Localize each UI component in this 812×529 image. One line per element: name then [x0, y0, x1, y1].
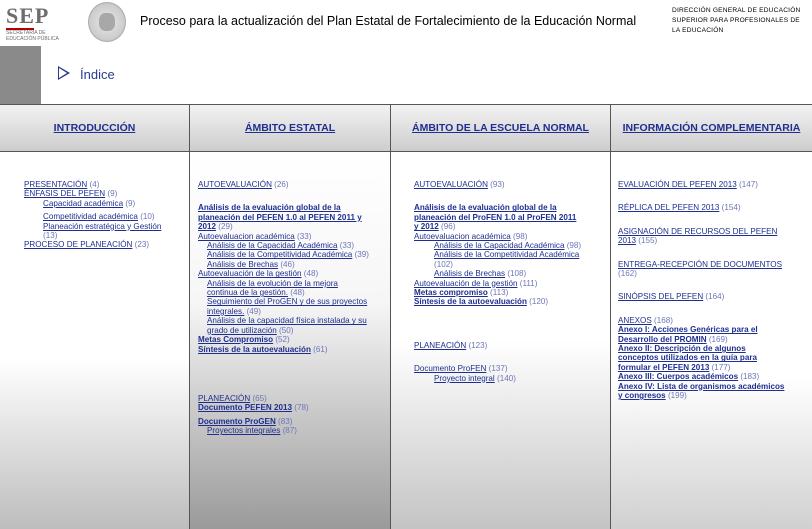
column-ambito-escuela-normal — [391, 152, 611, 529]
link-entrega-recepcion[interactable]: ENTREGA-RECEPCIÓN DE DOCUMENTOS (162) — [618, 259, 782, 279]
link-enfasis[interactable]: ÉNFASIS DEL PEFEN (9) — [24, 189, 118, 199]
link-evaluacion-pefen[interactable]: EVALUACIÓN DEL PEFEN 2013 (147) — [618, 180, 758, 189]
index-title: Índice — [80, 67, 115, 82]
link-analisis-evolucion-gestion[interactable]: Análisis de la evolución de la mejora continua de la gestión. (48) — [207, 278, 338, 298]
link-analisis-competitividad-estatal[interactable]: Análisis de la Competitividad Académica (39) — [207, 250, 369, 260]
link-proceso-planeacion[interactable]: PROCESO DE PLANEACIÓN (23) — [24, 240, 150, 250]
left-gray-strip — [0, 46, 41, 104]
link-seguimiento-progen[interactable]: Seguimiento del ProGEN y de sus proyectos integrales. (49) — [207, 297, 368, 316]
header-informacion-complementaria[interactable]: INFORMACIÓN COMPLEMENTARIA — [611, 105, 812, 151]
index-band — [41, 46, 812, 104]
link-analisis-competitividad-escuela[interactable]: Análisis de la Competitividad Académica (102) — [434, 250, 580, 269]
direction-line-3: LA EDUCACIÓN — [672, 27, 724, 34]
link-capacidad-fisica[interactable]: Análisis de la capacidad física instalada y su grado de utilización (50) — [207, 316, 367, 335]
link-proyecto-integral[interactable]: Proyecto integral (140) — [434, 373, 516, 383]
sep-logo-bar — [6, 28, 34, 30]
sep-logo-subtitle: SECRETARÍA DE EDUCACIÓN PÚBLICA — [6, 30, 59, 42]
direction-label — [672, 6, 810, 36]
link-documento-progen[interactable]: Documento ProGEN (83) — [198, 416, 293, 426]
column-ambito-estatal — [190, 152, 391, 529]
link-anexos[interactable]: ANEXOS (168) — [618, 315, 673, 325]
link-autoevaluacion-academica-estatal[interactable]: Autoevaluacion académica (33) — [198, 231, 312, 241]
direction-line-1: DIRECCIÓN GENERAL DE EDUCACIÓN — [672, 7, 801, 14]
link-presentacion[interactable]: PRESENTACIÓN (4) — [24, 180, 100, 189]
link-capacidad-academica[interactable]: Capacidad académica (9) — [43, 198, 136, 208]
link-analisis-capacidad-estatal[interactable]: Análisis de la Capacidad Académica (33) — [207, 241, 355, 251]
link-metas-compromiso-escuela[interactable]: Metas compromiso (113) — [414, 288, 509, 298]
link-competitividad-academica[interactable]: Competitividad académica (10) — [43, 212, 155, 222]
sep-logo-text: SEP — [6, 3, 50, 28]
direction-line-2: SUPERIOR PARA PROFESIONALES DE — [672, 17, 800, 24]
header-ambito-escuela-normal[interactable]: ÁMBITO DE LA ESCUELA NORMAL — [391, 105, 611, 151]
header-ambito-estatal[interactable]: ÁMBITO ESTATAL — [190, 105, 391, 151]
column-informacion-complementaria — [611, 152, 812, 529]
link-autoevaluacion-estatal[interactable]: AUTOEVALUACIÓN (26) — [198, 180, 289, 189]
link-autoevaluacion-escuela[interactable]: AUTOEVALUACIÓN (93) — [414, 180, 505, 189]
link-sinopsis-pefen[interactable]: SINÓPSIS DEL PEFEN (164) — [618, 292, 725, 302]
link-analisis-global-pefen[interactable]: Análisis de la evaluación global de la planeación del PEFEN 1.0 al PEFEN 2011 y 2012 (29) — [198, 203, 362, 232]
national-seal-icon — [88, 2, 126, 42]
link-analisis-global-profen[interactable]: Análisis de la evaluación global de la planeación del ProFEN 1.0 al ProFEN 2011 y 2012 (96) — [414, 203, 577, 232]
link-metas-compromiso-estatal[interactable]: Metas Compromiso (52) — [198, 335, 290, 345]
link-anexo-4[interactable]: Anexo IV: Lista de organismos académicos y congresos (199) — [618, 381, 785, 401]
page-title: Proceso para la actualización del Plan Estatal de Fortalecimiento de la Educación Normal — [140, 14, 637, 28]
link-proyectos-integrales[interactable]: Proyectos integrales (87) — [207, 426, 297, 436]
column-introduccion — [0, 152, 190, 529]
link-anexo-1[interactable]: Anexo I: Acciones Genéricas para el Desarrollo del PROMIN (169) — [618, 325, 758, 344]
link-anexo-3[interactable]: Anexo III: Cuerpos académicos (183) — [618, 372, 760, 382]
link-planeacion-escuela[interactable]: PLANEACIÓN (123) — [414, 340, 488, 350]
link-anexo-2[interactable]: Anexo II: Descripción de algunos conceptos utilizados en la guía para formular el PEFEN 2013 (177) — [618, 344, 757, 372]
link-asignacion-recursos[interactable]: ASIGNACIÓN DE RECURSOS DEL PEFEN 2013 (155) — [618, 226, 778, 246]
link-documento-pefen[interactable]: Documento PEFEN 2013 (78) — [198, 403, 309, 413]
page-header — [0, 0, 812, 46]
link-planeacion-estatal[interactable]: PLANEACIÓN (65) — [198, 393, 267, 403]
header-introduccion[interactable]: INTRODUCCIÓN — [0, 105, 190, 151]
play-arrow-icon — [58, 66, 70, 80]
sep-logo — [6, 4, 76, 42]
link-sintesis-escuela[interactable]: Síntesis de la autoevaluación (120) — [414, 297, 549, 307]
link-analisis-brechas-estatal[interactable]: Análisis de Brechas (46) — [207, 259, 295, 269]
link-sintesis-estatal[interactable]: Síntesis de la autoevaluación (61) — [198, 344, 328, 354]
link-replica-pefen[interactable]: RÉPLICA DEL PEFEN 2013 (154) — [618, 203, 741, 213]
link-planeacion-estrategica[interactable]: Planeación estratégica y Gestión (13) — [43, 221, 162, 241]
link-autoevaluacion-gestion-estatal[interactable]: Autoevaluación de la gestión (48) — [198, 269, 319, 279]
link-autoevaluacion-academica-escuela[interactable]: Autoevaluacion académica (98) — [414, 231, 528, 241]
link-documento-profen[interactable]: Documento ProFEN (137) — [414, 364, 508, 374]
link-analisis-brechas-escuela[interactable]: Análisis de Brechas (108) — [434, 269, 527, 279]
link-autoevaluacion-gestion-escuela[interactable]: Autoevaluación de la gestión (111) — [414, 278, 538, 288]
link-analisis-capacidad-escuela[interactable]: Análisis de la Capacidad Académica (98) — [434, 241, 582, 251]
